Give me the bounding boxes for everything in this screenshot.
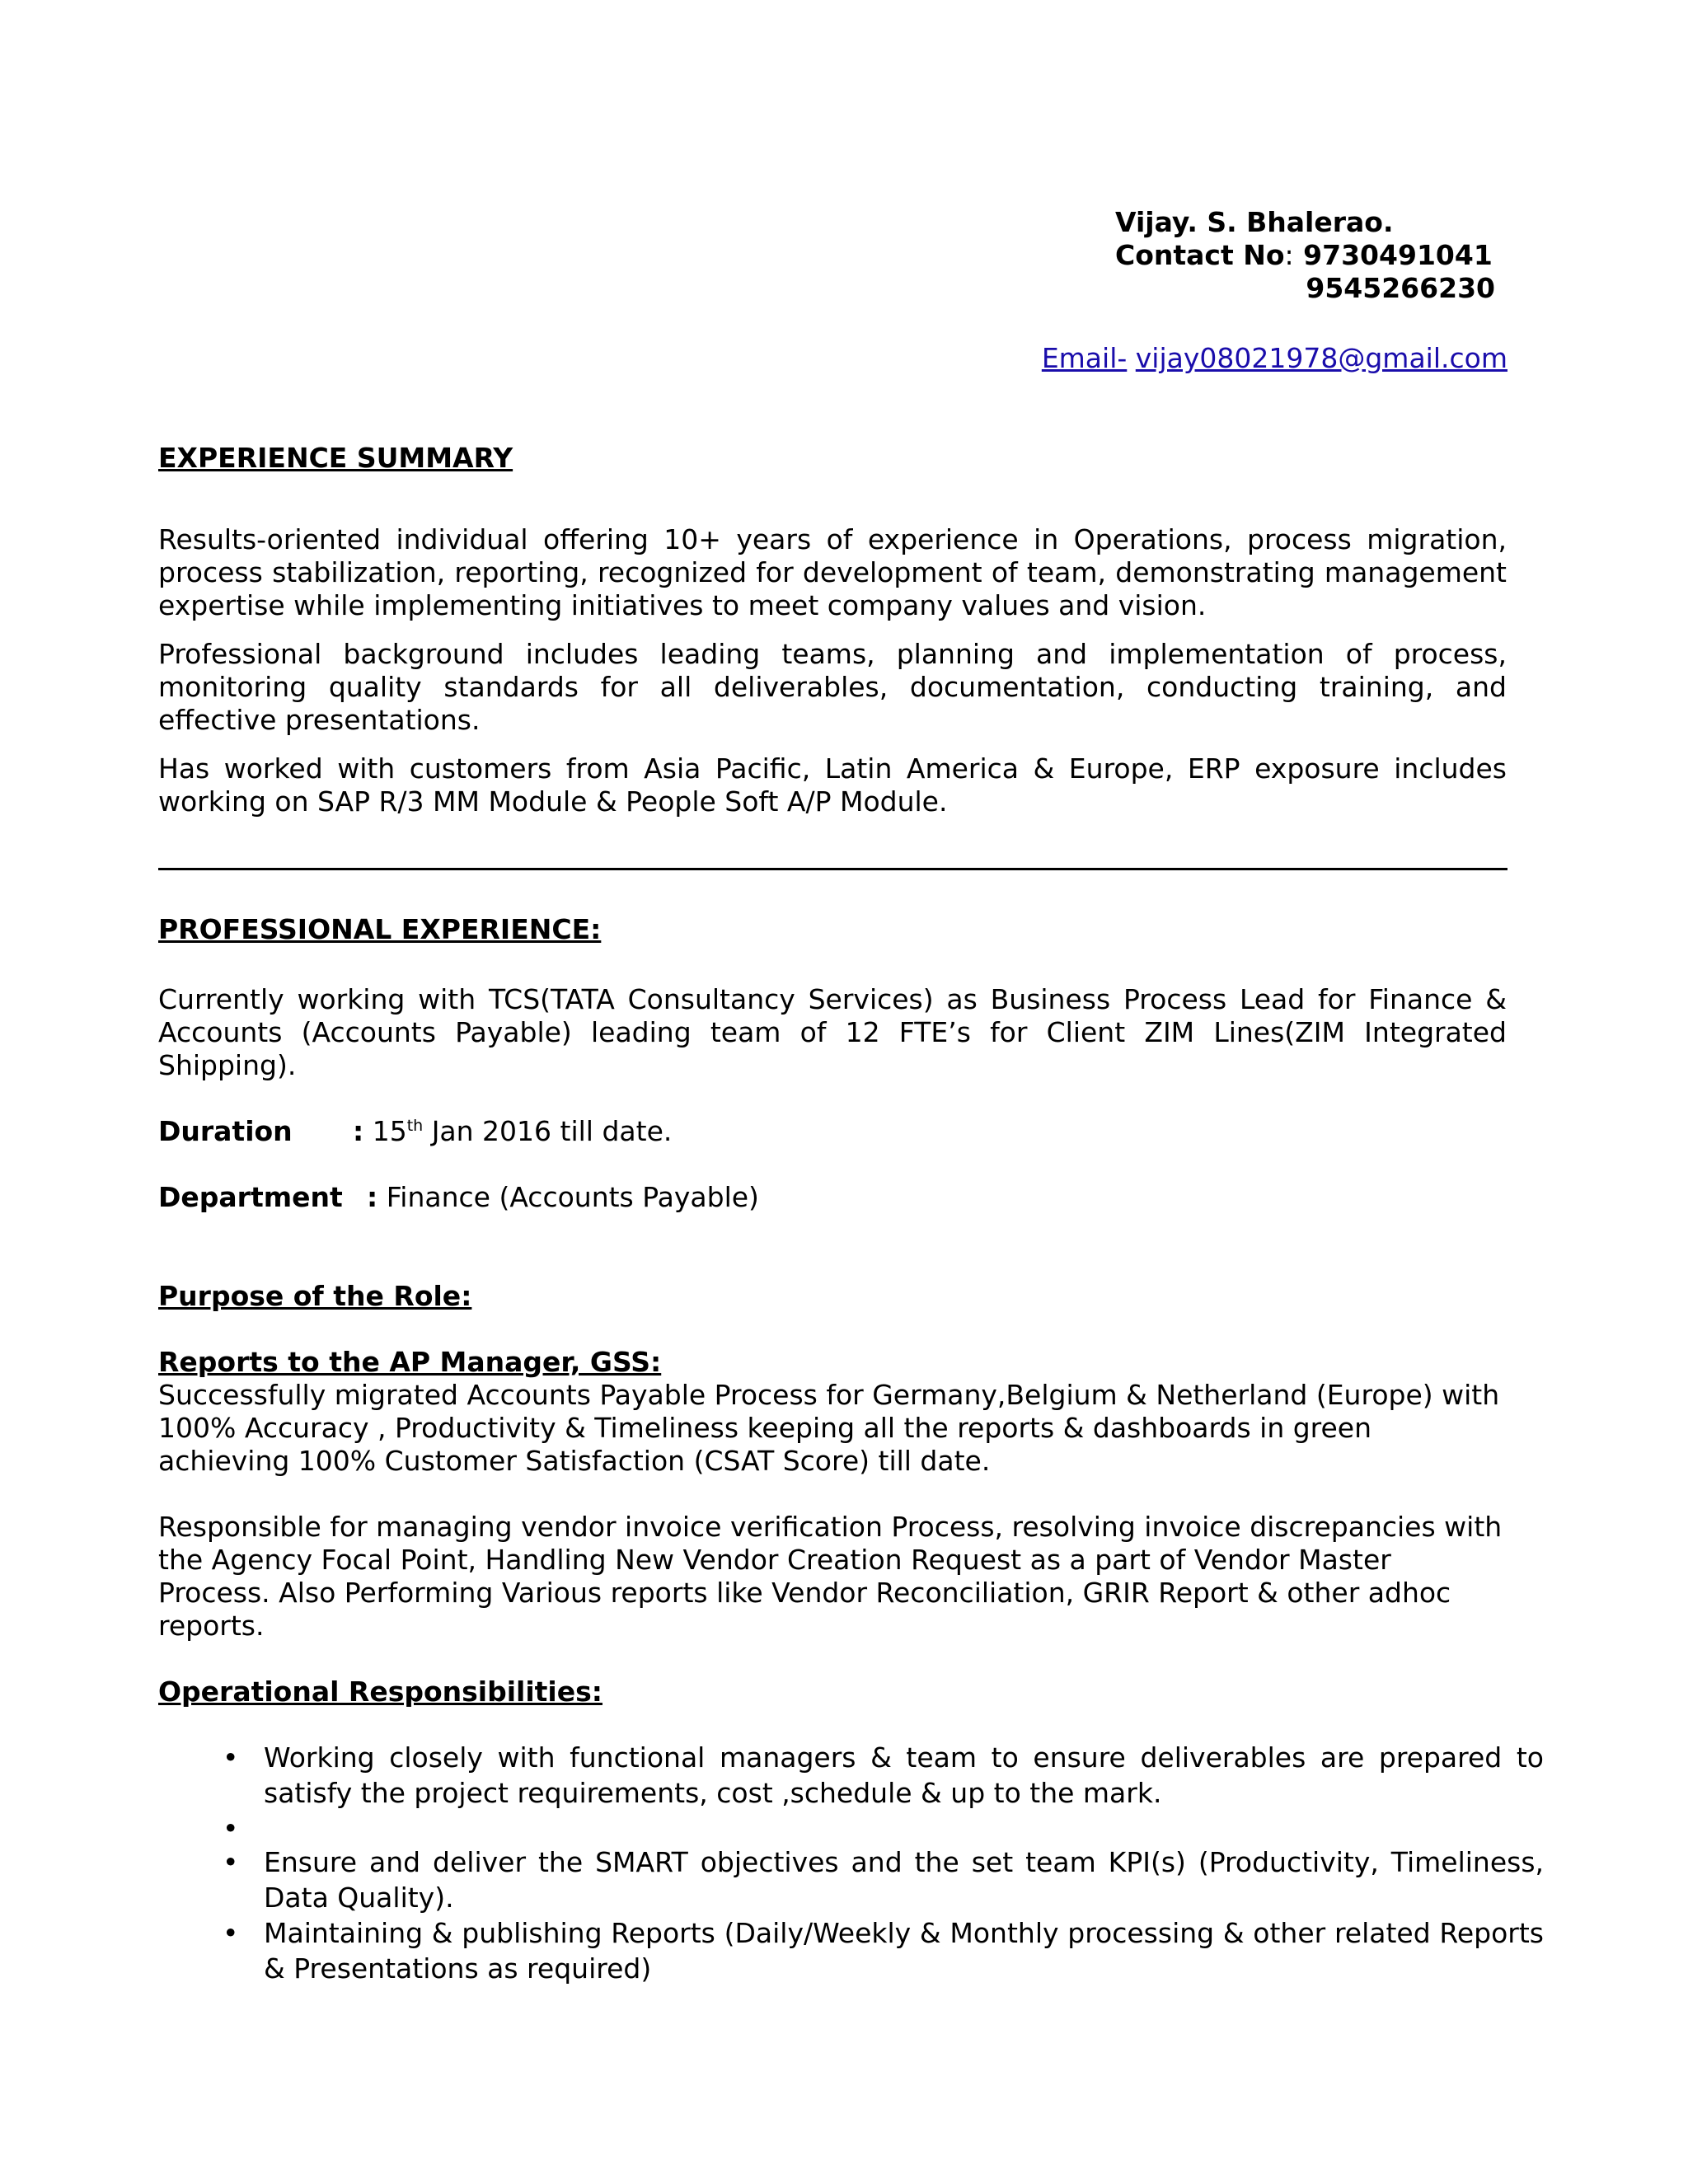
reports-paragraph-2: Responsible for managing vendor invoice verification Process, resolving invoice discrepancies with the Agency Focal Point, Handling New Vendor Creation Request as a part of Vendor Master Process. Also Performing Various reports like Vendor Reconciliation, GRIR Report & other adhoc reports. <box>158 1511 1503 1642</box>
department-value: Finance (Accounts Payable) <box>386 1181 759 1213</box>
department-label: Department <box>158 1181 343 1213</box>
list-item <box>223 1915 1544 1986</box>
responsibilities-list <box>223 1740 1544 1986</box>
summary-paragraph-2: Professional background includes leading teams, planning and implementation of process, monitoring quality standards for all deliverables, documentation, conducting training, and effective presentations. <box>158 638 1507 736</box>
reports-heading: Reports to the AP Manager, GSS: <box>158 1346 662 1378</box>
current-role-paragraph: Currently working with TCS(TATA Consultancy Services) as Business Process Lead for Finance & Accounts (Accounts Payable) leading team of 12 FTE’s for Client ZIM Lines(ZIM Integrated Shipping). <box>158 983 1507 1081</box>
candidate-name: Vijay. S. Bhalerao. <box>1115 206 1394 238</box>
summary-paragraph-1: Results-oriented individual offering 10+ years of experience in Operations, process migration, process stabilization, reporting, recognized for development of team, demonstrating management expertise while implementing initiatives to meet company values and vision. <box>158 523 1507 621</box>
department-separator: : <box>367 1181 378 1213</box>
bullet-icon: • <box>223 1812 239 1844</box>
list-item-text: Ensure and deliver the SMART objectives and the set team KPI(s) (Productivity, Timeliness, Data Quality). <box>264 1846 1544 1914</box>
duration-suffix: th <box>406 1117 424 1135</box>
contact-label: Contact No <box>1115 239 1285 271</box>
phone-primary: 9730491041 <box>1303 239 1493 271</box>
list-item <box>223 1811 1544 1844</box>
experience-summary-heading: EXPERIENCE SUMMARY <box>158 442 513 474</box>
list-item-text: Maintaining & publishing Reports (Daily/Weekly & Monthly processing & other related Reports & Presentations as required) <box>264 1917 1544 1985</box>
duration-row <box>158 1115 672 1148</box>
operational-heading: Operational Responsibilities: <box>158 1675 603 1708</box>
email-line <box>1042 342 1507 375</box>
phone-secondary: 9545266230 <box>1306 272 1495 304</box>
contact-line <box>1115 239 1527 272</box>
duration-value: Jan 2016 till date. <box>423 1115 673 1147</box>
summary-paragraph-3: Has worked with customers from Asia Pacific, Latin America & Europe, ERP exposure includes working on SAP R/3 MM Module & People Soft A/P Module. <box>158 752 1507 818</box>
duration-label: Duration <box>158 1115 293 1147</box>
department-row <box>158 1181 759 1214</box>
contact-header <box>1115 206 1527 305</box>
list-item <box>223 1740 1544 1811</box>
contact-separator: : <box>1284 239 1294 271</box>
list-item <box>223 1844 1544 1915</box>
duration-separator: : <box>353 1115 364 1147</box>
purpose-heading: Purpose of the Role: <box>158 1280 472 1312</box>
bullet-icon: • <box>223 1846 239 1878</box>
professional-experience-heading: PROFESSIONAL EXPERIENCE: <box>158 913 602 945</box>
email-label[interactable]: Email- <box>1041 342 1128 374</box>
email-link[interactable]: vijay08021978@gmail.com <box>1135 342 1507 374</box>
section-divider <box>158 868 1507 870</box>
reports-paragraph-1: Successfully migrated Accounts Payable Process for Germany,Belgium & Netherland (Europe) with 100% Accuracy , Productivity & Timeliness keeping all the reports & dashboards in green achieving 100% Customer Satisfaction (CSAT Score) till date. <box>158 1379 1500 1477</box>
duration-day: 15 <box>372 1115 407 1147</box>
bullet-icon: • <box>223 1917 239 1949</box>
bullet-icon: • <box>223 1741 239 1774</box>
list-item-text: Working closely with functional managers & team to ensure deliverables are prepared to satisfy the project requirements, cost ,schedule & up to the mark. <box>264 1741 1544 1809</box>
